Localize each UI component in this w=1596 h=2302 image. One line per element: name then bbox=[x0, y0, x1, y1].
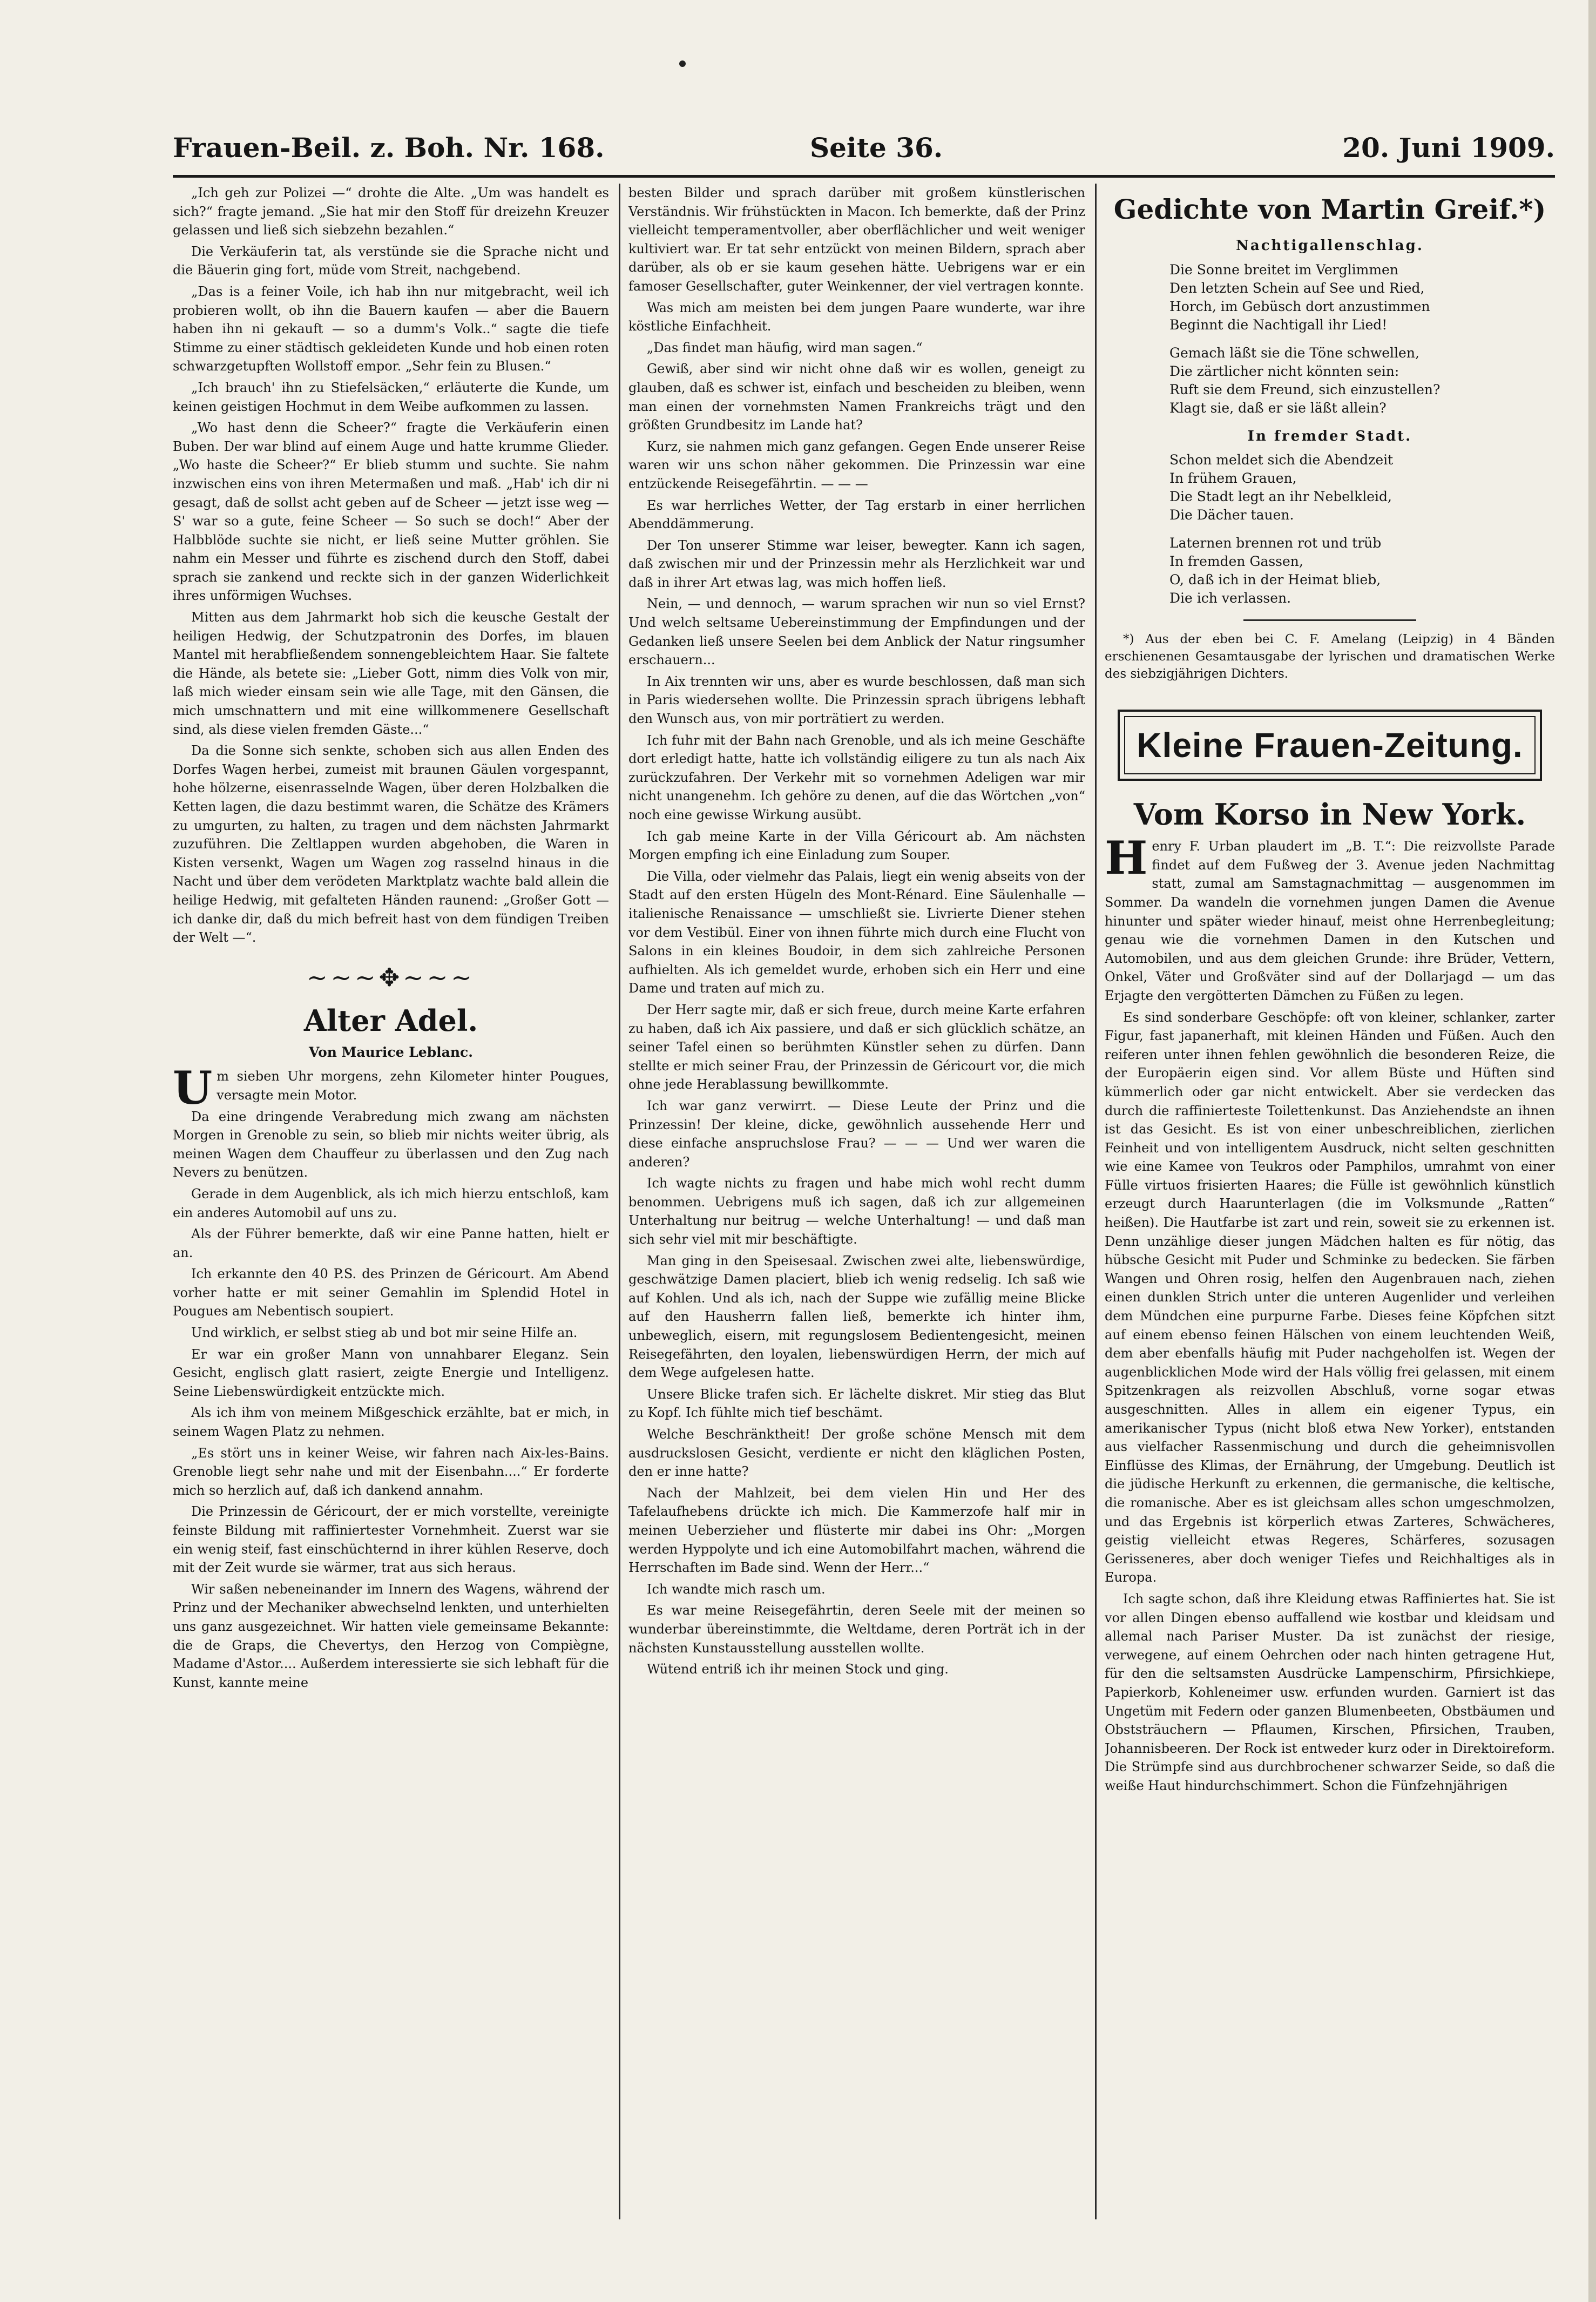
paragraph: Kurz, sie nahmen mich ganz gefangen. Gegen Ende unserer Reise waren wir uns schon näher gekommen. Die Prinzessin war eine entzückende Reisegefährtin. — — — bbox=[628, 438, 1085, 491]
poem-line: In fremden Gassen, bbox=[1169, 553, 1303, 570]
paragraph: Man ging in den Speisesaal. Zwischen zwei alte, liebenswürdige, geschwätzige Damen placiert, blieb ich wenig redselig. Ich saß wie auf Kohlen. Und als ich, nach der Suppe wie zufällig meine Blicke auf den Hausherrn fallen ließ, bemerkte ich hinter ihm, unbeweglich, eisern, mit regungslosem Bedientengesicht, meinen Reisegefährten, den loyalen, liebenswürdigen Herrn, der mich auf dem Wege aufgelesen hatte. bbox=[628, 1253, 1085, 1381]
column-rule bbox=[619, 184, 620, 2219]
paragraph: Ich wandte mich rasch um. bbox=[647, 1581, 826, 1597]
poem-stanza bbox=[1169, 534, 1555, 607]
poem-line: Schon meldet sich die Abendzeit bbox=[1169, 452, 1394, 468]
paragraph: Er war ein großer Mann von unnahbarer Eleganz. Sein Gesicht, englisch glatt rasiert, zeigte Energie und Intelligenz. Seine Liebenswürdigkeit entzückte mich. bbox=[173, 1346, 609, 1399]
poem-line: O, daß ich in der Heimat blieb, bbox=[1169, 572, 1381, 588]
divider bbox=[1243, 619, 1416, 621]
poem-stanza bbox=[1169, 261, 1555, 334]
paragraph: Nach der Mahlzeit, bei dem vielen Hin und Her des Tafelaufhebens drückte ich mich. Die Kammerzofe half mir in meinen Ueberzieher und flüsterte mir dabei ins Ohr: „Morgen werden Hyppolyte und ich eine Automobilfahrt machen, während die Herrschaften im Bade sind. Wenn der Herr...“ bbox=[628, 1485, 1085, 1576]
poem-line: Horch, im Gebüsch dort anzustimmen bbox=[1169, 298, 1430, 314]
paragraph: Die Villa, oder vielmehr das Palais, liegt ein wenig abseits von der Stadt auf den ersten Hügeln des Mont-Rénard. Eine Säulenhalle — italienische Renaissance — umschließt sie. Livrierte Diener stehen vor dem Vestibül. Einer von ihnen führte mich durch eine Flucht von Salons in ein kleines Boudoir, in dem sich zahlreiche Personen aufhielten. Als ich gemeldet wurde, erhoben sich ein Herr und eine Dame und traten auf mich zu. bbox=[628, 868, 1085, 996]
column-1 bbox=[173, 184, 609, 2236]
poem-line: Ruft sie dem Freund, sich einzustellen? bbox=[1169, 381, 1441, 397]
paragraph: Und wirklich, er selbst stieg ab und bot mir seine Hilfe an. bbox=[191, 1325, 578, 1341]
paragraph: In Aix trennten wir uns, aber es wurde beschlossen, daß man sich in Paris wiedersehen wollte. Die Prinzessin sprach übrigens lebhaft den Wunsch aus, von mir porträtiert zu werden. bbox=[628, 673, 1085, 727]
paragraph: Der Ton unserer Stimme war leiser, bewegter. Kann ich sagen, daß zwischen mir und der Prinzessin mehr als Herzlichkeit war und daß in ihrer Art etwas lag, was mich hoffen ließ. bbox=[628, 537, 1085, 590]
paragraph: Der Herr sagte mir, daß er sich freue, durch meine Karte erfahren zu haben, daß ich Aix passiere, und daß er sich glücklich schätze, an seiner Tafel einen so berühmten Künstler sehen zu dürfen. Dann stellte er mich seiner Frau, der Prinzessin de Géricourt vor, die mich ohne jede Herablassung bewillkommte. bbox=[628, 1002, 1085, 1092]
column-2 bbox=[628, 184, 1085, 2236]
poems-title: Gedichte von Martin Greif.*) bbox=[1113, 193, 1546, 225]
drop-cap: H bbox=[1105, 831, 1148, 885]
poem-line: Die Sonne breitet im Verglimmen bbox=[1169, 261, 1398, 278]
paragraph: „Ich brauch' ihn zu Stiefelsäcken,“ erläuterte die Kunde, um keinen geistigen Hochmut in dem Weibe aufkommen zu lassen. bbox=[173, 380, 609, 414]
paragraph: Ich fuhr mit der Bahn nach Grenoble, und als ich meine Geschäfte dort erledigt hatte, hatte ich vollständig eiligere zu tun als nach Aix zurückzufahren. Der Verkehr mit so vornehmen Adeligen war mir nicht unangenehm. Ich gehöre zu denen, auf die das Wörtchen „von“ noch eine gewisse Wirkung ausübt. bbox=[628, 732, 1085, 822]
poem-stanza bbox=[1169, 344, 1555, 417]
page-edge bbox=[1588, 0, 1596, 2302]
paragraph: „Wo hast denn die Scheer?“ fragte die Verkäuferin einen Buben. Der war blind auf einem Auge und hatte krumme Glieder. „Wo haste die Scheer?“ Er blieb stumm und suchte. Sie nahm inzwischen eins von ihren Metermaßen und maß. „Hab' ich dir ni gesagt, daß de sollst acht geben auf de Scheer — jetzt isse weg — S' war so a gute, feine Scheer — So such se doch!“ Aber der Halbblöde suchte sie nicht, er ließ seine Mutter gröhlen. Sie nahm ein Messer und führte es zischend durch den Stoff, dabei sprach sie zankend und reckte sich in der ganzen Widerlichkeit ihres unförmigen Wuchses. bbox=[173, 420, 609, 604]
article-lead: enry F. Urban plaudert im „B. T.“: Die reizvollste Parade findet auf dem Fußweg der 3. Avenue jeden Nachmittag statt, zumal am Samstagnachmittag — ausgenommen im Sommer. Da wandeln die vornehmen jungen Damen die Avenue hinunter und später wieder hinauf, meist ohne Herrenbegleitung; genau wie die vornehmen Damen in den Kutschen und Automobilen, und aus dem gleichen Grunde: ihre Brüder, Vettern, Onkel, Väter und Großväter sind auf der Dollarjagd — um das Erjagte den vergötterten Dämchen zu Füßen zu legen. bbox=[1105, 839, 1555, 1003]
poem-line: Die Dächer tauen. bbox=[1169, 507, 1294, 523]
paragraph: Ich wagte nichts zu fragen und habe mich wohl recht dumm benommen. Uebrigens muß ich sagen, daß ich zur allgemeinen Unterhaltung nur beitrug — welche Unterhaltung! — und daß man sich sehr viel mit mir beschäftigte. bbox=[628, 1176, 1085, 1247]
paragraph: „Ich geh zur Polizei —“ drohte die Alte. „Um was handelt es sich?“ fragte jemand. „Sie hat mir den Stoff für dreizehn Kreuzer gelassen und ließ sich siebzehn bezahlen.“ bbox=[173, 185, 609, 238]
paragraph: Was mich am meisten bei dem jungen Paare wunderte, war ihre köstliche Einfachheit. bbox=[628, 300, 1085, 334]
poem-stanza bbox=[1169, 451, 1555, 524]
paragraph: Ich gab meine Karte in der Villa Géricourt ab. Am nächsten Morgen empfing ich eine Einladung zum Souper. bbox=[628, 828, 1085, 863]
footnote: *) Aus der eben bei C. F. Amelang (Leipzig) in 4 Bänden erschienenen Gesamtausgabe der lyrischen und dramatischen Werke des siebzigjährigen Dichters. bbox=[1105, 632, 1555, 681]
story-continuation bbox=[173, 184, 609, 947]
paragraph: Gewiß, aber sind wir nicht ohne daß wir es wollen, geneigt zu glauben, daß es schwer ist, einfach und bescheiden zu bleiben, wenn man einen der vornehmsten Namen Frankreichs trägt und den größten Grundbesitz im Lande hat? bbox=[628, 361, 1085, 433]
section-banner bbox=[1118, 710, 1542, 781]
paragraph: Als der Führer bemerkte, daß wir eine Panne hatten, hielt er an. bbox=[173, 1226, 609, 1260]
column-3 bbox=[1105, 184, 1555, 2236]
article-title: Vom Korso in New York. bbox=[1133, 797, 1526, 832]
paragraph: Es war meine Reisegefährtin, deren Seele mit der meinen so wunderbar übereinstimmte, die Weltdame, deren Porträt ich in der nächsten Kunstausstellung ausstellen wollte. bbox=[628, 1603, 1085, 1656]
ornament-divider: ~~~✥~~~ bbox=[307, 962, 475, 992]
print-speck bbox=[679, 60, 686, 67]
header-publication: Frauen-Beil. z. Boh. Nr. 168. bbox=[173, 132, 605, 164]
paragraph: Nein, — und dennoch, — warum sprachen wir nun so viel Ernst? Und welch seltsame Uebereinstimmung der Empfindungen und der Gedanken ließ unsere Seelen bei dem Anblick der Natur ringsumher erschauern... bbox=[628, 596, 1085, 668]
poem-line: Die Stadt legt an ihr Nebelkleid, bbox=[1169, 489, 1392, 505]
paragraph: Da die Sonne sich senkte, schoben sich aus allen Enden des Dorfes Wagen herbei, zumeist mit braunen Gäulen vorgespannt, hohe hölzerne, eisenrasselnde Wagen, über deren Holzbalken die Ketten lagen, die dazu bestimmt waren, die Schätze des Krämers zu umgurten, zu halten, zu tragen und dem nächsten Jahrmarkt zuzuführen. Die Zeltlappen wurden abgehoben, die Waren in Kisten versenkt, Wagen um Wagen zog rasselnd hinaus in die Nacht und über dem verödeten Marktplatz wachte bald allein die heilige Hedwig, mit gefalteten Händen raunend: „Großer Gott — ich danke dir, daß du mich befreit hast von dem fündigen Treiben der Welt —“. bbox=[173, 743, 609, 946]
paragraph: Wütend entriß ich ihr meinen Stock und ging. bbox=[647, 1662, 949, 1677]
paragraph: Es sind sonderbare Geschöpfe: oft von kleiner, schlanker, zarter Figur, fast japanerhaft, mit kleinen Händen und Füßen. Auch den reiferen unter ihnen fehlen gewöhnlich die besonderen Reize, die der Europäerin eigen sind. Vor allem Büste und Hüften sind kümmerlich oder gar nicht entwickelt. Aber sie verdecken das durch die raffinierteste Toilettenkunst. Das Anziehendste an ihnen ist das Gesicht. Es ist von einer unbeschreiblichen, zierlichen Feinheit und von intelligentem Ausdruck, nicht selten geschnitten wie eine Kamee von Teukros oder Pamphilos, umrahmt von einer Fülle virtuos frisierten Haares; die Fülle ist gewöhnlich künstlich erzeugt durch Haarunterlagen (die im Volksmunde „Ratten“ heißen). Die Hautfarbe ist zart und rein, soweit sie zu erkennen ist. Denn unzählige dieser jungen Mädchen halten es für nötig, das hübsche Gesicht mit Puder und Schminke zu bedecken. Sie färben Wangen und Ohren rosig, helfen den Augenbrauen nach, ziehen einen dunklen Strich unter die unteren Augenlider und verleihen dem Mündchen eine purpurne Farbe. Dieses feine Köpfchen sitzt auf einem ebenso feinen Hälschen von einem leuchtenden Weiß, dem aber ebenfalls häufig mit Puder nachgeholfen ist. Wegen der augenblicklichen Mode wird der Hals völlig frei gelassen, mit einem Spitzenkragen als reizvollen Abschluß, vorne sogar etwas ausgeschnitten. Alles in allem ein eigener Typus, ein amerikanischer Typus (nicht bloß etwa New Yorker), entstanden aus vielfacher Rassenmischung und durch die geheimnisvollen Einflüsse des Klimas, der Ernährung, der Umgebung. Deutlich ist die jüdische Herkunft zu erkennen, die germanische, die keltische, die romanische. Aber es ist gleichsam alles schon umgeschmolzen, und das Ergebnis ist körperlich etwas Zarteres, Schwächeres, geistig vielleicht etwas Regeres, Schärferes, sozusagen Gerisseneres, aber doch weniger Tiefes und Reichhaltiges als in Europa. bbox=[1105, 1009, 1555, 1585]
poem-line: Laternen brennen rot und trüb bbox=[1169, 535, 1382, 551]
page-header bbox=[173, 125, 1555, 178]
poem-line: Die zärtlicher nicht könnten sein: bbox=[1169, 363, 1399, 379]
poem-line: Die ich verlassen. bbox=[1169, 590, 1291, 606]
paragraph: „Das is a feiner Voile, ich hab ihn nur mitgebracht, weil ich probieren wollt, ob ihn die Bauern kaufen — aber die Bauern haben ihn ni gekauft — so a dumm's Volk..“ sagte die tiefe Stimme zu einer städtisch gekleideten Kunde und hob einen roten schwarzgetupften Wollstoff empor. „Sehr fein zu Blusen.“ bbox=[173, 283, 609, 374]
drop-cap: U bbox=[173, 1061, 213, 1115]
paragraph: Wir saßen nebeneinander im Innern des Wagens, während der Prinz und der Mechaniker abwechselnd lenkten, und unterhielten uns ganz ausgezeichnet. Wir hatten viele gemeinsame Bekannte: die de Graps, die Chevertys, den Herzog von Compiègne, Madame d'Astor.... Außerdem interessierte sie sich lebhaft für die Kunst, kannte meine bbox=[173, 1581, 609, 1690]
paragraph: Es war herrliches Wetter, der Tag erstarb in einer herrlichen Abenddämmerung. bbox=[628, 497, 1085, 532]
poem-line: Den letzten Schein auf See und Ried, bbox=[1169, 280, 1425, 296]
poem-line: In frühem Grauen, bbox=[1169, 470, 1297, 487]
paragraph: Ich sagte schon, daß ihre Kleidung etwas Raffiniertes hat. Sie ist vor allen Dingen ebenso auffallend wie kostbar und kleidsam und allemal nach Pariser Muster. Da ist zunächst der riesige, verwegene, auf einem Oehrchen oder nach hinten getragene Hut, für den die seltsamsten Ausdrücke Lampenschirm, Pfirsichkiepe, Papierkorb, Kohleneimer usw. erfunden wurden. Garniert ist das Ungetüm mit Federn oder ganzen Blumenbeeten, Obstbäumen und Obststräuchern — Pflaumen, Kirschen, Pfirsichen, Trauben, Johannisbeeren. Der Rock ist entweder kurz oder in Direktoireform. Die Strümpfe sind aus durchbrochener schwarzer Seide, so daß die weiße Haut hindurchschimmert. Schon die Fünfzehnjährigen bbox=[1105, 1591, 1555, 1793]
section-title: Kleine Frauen-Zeitung. bbox=[1124, 716, 1536, 774]
poem-title: In fremder Stadt. bbox=[1247, 428, 1412, 444]
article-title: Alter Adel. bbox=[303, 1003, 478, 1038]
column-rule bbox=[1095, 184, 1097, 2219]
poem-title: Nachtigallenschlag. bbox=[1236, 238, 1424, 254]
header-page-number: Seite 36. bbox=[810, 132, 943, 164]
paragraph: „Es stört uns in keiner Weise, wir fahren nach Aix-les-Bains. Grenoble liegt sehr nahe und mit der Eisenbahn....“ Er forderte mich so herzlich auf, daß ich dankend annahm. bbox=[173, 1445, 609, 1498]
article-byline: Von Maurice Leblanc. bbox=[309, 1044, 473, 1060]
paragraph: Da eine dringende Verabredung mich zwang am nächsten Morgen in Grenoble zu sein, so blieb mir nichts weiter übrig, als meinen Wagen dem Chauffeur zu überlassen und den Zug nach Nevers zu benützen. bbox=[173, 1109, 609, 1180]
paragraph: Die Prinzessin de Géricourt, der er mich vorstellte, vereinigte feinste Bildung mit raffiniertester Vornehmheit. Zuerst war sie ein wenig steif, fast einschüchternd in ihrer kühlen Reserve, doch mit der Zeit wurde sie wärmer, trat aus sich heraus. bbox=[173, 1504, 609, 1576]
paragraph: Als ich ihm von meinem Mißgeschick erzählte, bat er mich, in seinem Wagen Platz zu nehmen. bbox=[173, 1405, 609, 1440]
poem-line: Klagt sie, daß er sie läßt allein? bbox=[1169, 400, 1387, 416]
paragraph: besten Bilder und sprach darüber mit großem künstlerischen Verständnis. Wir frühstückten in Macon. Ich bemerkte, daß der Prinz vielleicht temperamentvoller, aber oberflächlicher und weit weniger kultiviert war. Er tat sehr entzückt von meinen Bildern, sprach aber darüber, als ob er sie kaum gesehen hätte. Uebrigens war er ein famoser Gesellschafter, guter Weinkenner, der viel vertragen konnte. bbox=[628, 185, 1085, 294]
paragraph: Die Verkäuferin tat, als verstünde sie die Sprache nicht und die Bäuerin ging fort, müde vom Streit, nachgebend. bbox=[173, 244, 609, 278]
paragraph: Gerade in dem Augenblick, als ich mich hierzu entschloß, kam ein anderes Automobil auf uns zu. bbox=[173, 1186, 609, 1220]
poem-line: Beginnt die Nachtigall ihr Lied! bbox=[1169, 316, 1388, 333]
paragraph: „Das findet man häufig, wird man sagen.“ bbox=[647, 340, 923, 355]
poem-line: Gemach läßt sie die Töne schwellen, bbox=[1169, 345, 1419, 361]
paragraph: Ich war ganz verwirrt. — Diese Leute der Prinz und die Prinzessin! Der kleine, dicke, gewöhnlich aussehende Herr und diese einfache anspruchslose Frau? — — — Und wer waren die anderen? bbox=[628, 1098, 1085, 1170]
paragraph: Unsere Blicke trafen sich. Er lächelte diskret. Mir stieg das Blut zu Kopf. Ich fühlte mich tief beschämt. bbox=[628, 1386, 1085, 1421]
paragraph: Welche Beschränktheit! Der große schöne Mensch mit dem ausdruckslosen Gesicht, verdiente er nicht den kläglichen Posten, den er inne hatte? bbox=[628, 1427, 1085, 1480]
paragraph: Mitten aus dem Jahrmarkt hob sich die keusche Gestalt der heiligen Hedwig, der Schutzpatronin des Dorfes, im blauen Mantel mit herabfließendem sonnengebleichtem Haar. Sie faltete die Hände, als betete sie: „Lieber Gott, nimm dies Volk von mir, laß mich wieder einsam sein wie alle Tage, mit den Gänsen, die mich umschnattern und mit eine willkommenere Gesellschaft sind, als diese vielen fremden Gäste...“ bbox=[173, 610, 609, 737]
header-date: 20. Juni 1909. bbox=[1342, 132, 1555, 164]
article-lead: m sieben Uhr morgens, zehn Kilometer hinter Pougues, versagte mein Motor. bbox=[217, 1069, 609, 1103]
paragraph: Ich erkannte den 40 P.S. des Prinzen de Géricourt. Am Abend vorher hatte er mit seiner Gemahlin im Splendid Hotel in Pougues am Nebentisch soupiert. bbox=[173, 1266, 609, 1319]
